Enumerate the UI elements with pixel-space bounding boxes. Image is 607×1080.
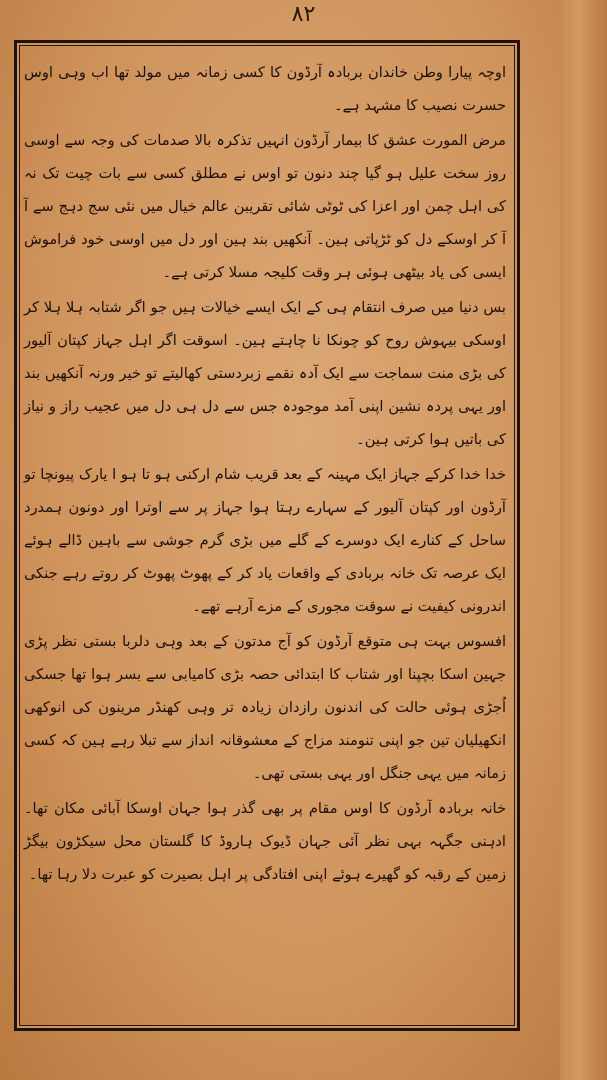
paragraph-6: خانہ بربادہ آرڈون کا اوس مقام پر بھی گذر ہوا جہان اوسکا آبائی مکان تھا۔ ادہنی جگہہ بہی نظر آئی جہان ڈیوک ہاروڈ کا گلستان محل سیکڑون بیگڑ زمین کے رقبہ کو گھیرے ہوئے اپنی افتادگی پر اہل بصیرت کو عبرت دلا رہا تھا۔ bbox=[24, 800, 506, 883]
paragraph-3: بس دنیا میں صرف انتقام ہی کے ایک ایسے خیالات ہیں جو اگر شتابہ ہلا ہلا کر اوسکی بیہوش روح کو چونکا نا چاہتے ہین۔ اسوقت اگر اہل جہاز کپتان آلیور کی بڑی منت سماجت سے ایک آدہ نقمے زبردستی کھالیتے تو خیر ورنہ آنکھیں بند اور یہی پردہ نشین اپنی آمد موجودہ جس سے دل ہی دل میں عجیب راز و نیاز کی باتیں ہوا کرتی ہین۔ bbox=[24, 299, 506, 448]
paragraph-5: افسوس بہت ہی متوقع آرڈون کو آج مدتون کے بعد وہی دلربا بستی نظر پڑی جہین اسکا بچپنا اور شتاب کا ابتدائی حصہ بڑی کامیابی سے بسر ہوا تھا جسکی اُجڑی ہوئی حالت کی اندنون رازدان زیادہ تر وہی کھنڈر مرینون کی انوکھی انکھیلیان تین جو اپنی تنومند مزاج کے معشوقانہ انداز سے تبلا رہے ہین کہ کسی زمانہ میں یہی جنگل اور یہی بستی تھی۔ bbox=[24, 633, 506, 782]
body-text bbox=[24, 56, 506, 893]
page-edge bbox=[560, 0, 607, 1080]
paragraph-1: اوچہ پیارا وطن خاندان بربادہ آرڈون کا کسی زمانہ میں مولد تھا اب وہی اوس حسرت نصیب کا مشہد ہے۔ bbox=[24, 64, 506, 114]
page-number: ۸۲ bbox=[291, 2, 316, 27]
paragraph-2: مرض المورت عشق کا بیمار آرڈون انہیں تذکرہ بالا صدمات کی وجہ سے اوسی روز سخت علیل ہو گیا چند دنون تو اوس نے مطلق کسی سے بات چیت تک نہ کی اہل چمن اور اعزا کی ٹوٹی شائی تقریبن عالم خیال میں نئی سج دہج سے آ آ کر اوسکے دل کو ٹڑپاتی ہین۔ آنکھیں بند ہین اور دل میں اوسی خود فراموش ایسی کی یاد بیٹھی ہوئی ہر وقت کلیجہ مسلا کرتی ہے۔ bbox=[24, 132, 506, 281]
paragraph-4: خدا خدا کرکے جہاز ایک مہینہ کے بعد قریب شام ارکنی ہو تا ہو ا یارک پیونچا تو آرڈون اور کپتان آلیور کے سہارے رہتا ہوا جہاز پر سے اوترا اور دونون ہمدرد ساحل کے کنارے ایک دوسرے کے گلے میں بڑی گرم جوشی سے باہین ڈالے ہوئے ایک عرصہ تک خانہ بربادی کے واقعات یاد کر کے پھوٹ پھوٹ کر روتے رہے جنکی اندرونی کیفیت نے سوقت مجوری کے مزے آرہے تھے۔ bbox=[24, 466, 506, 615]
